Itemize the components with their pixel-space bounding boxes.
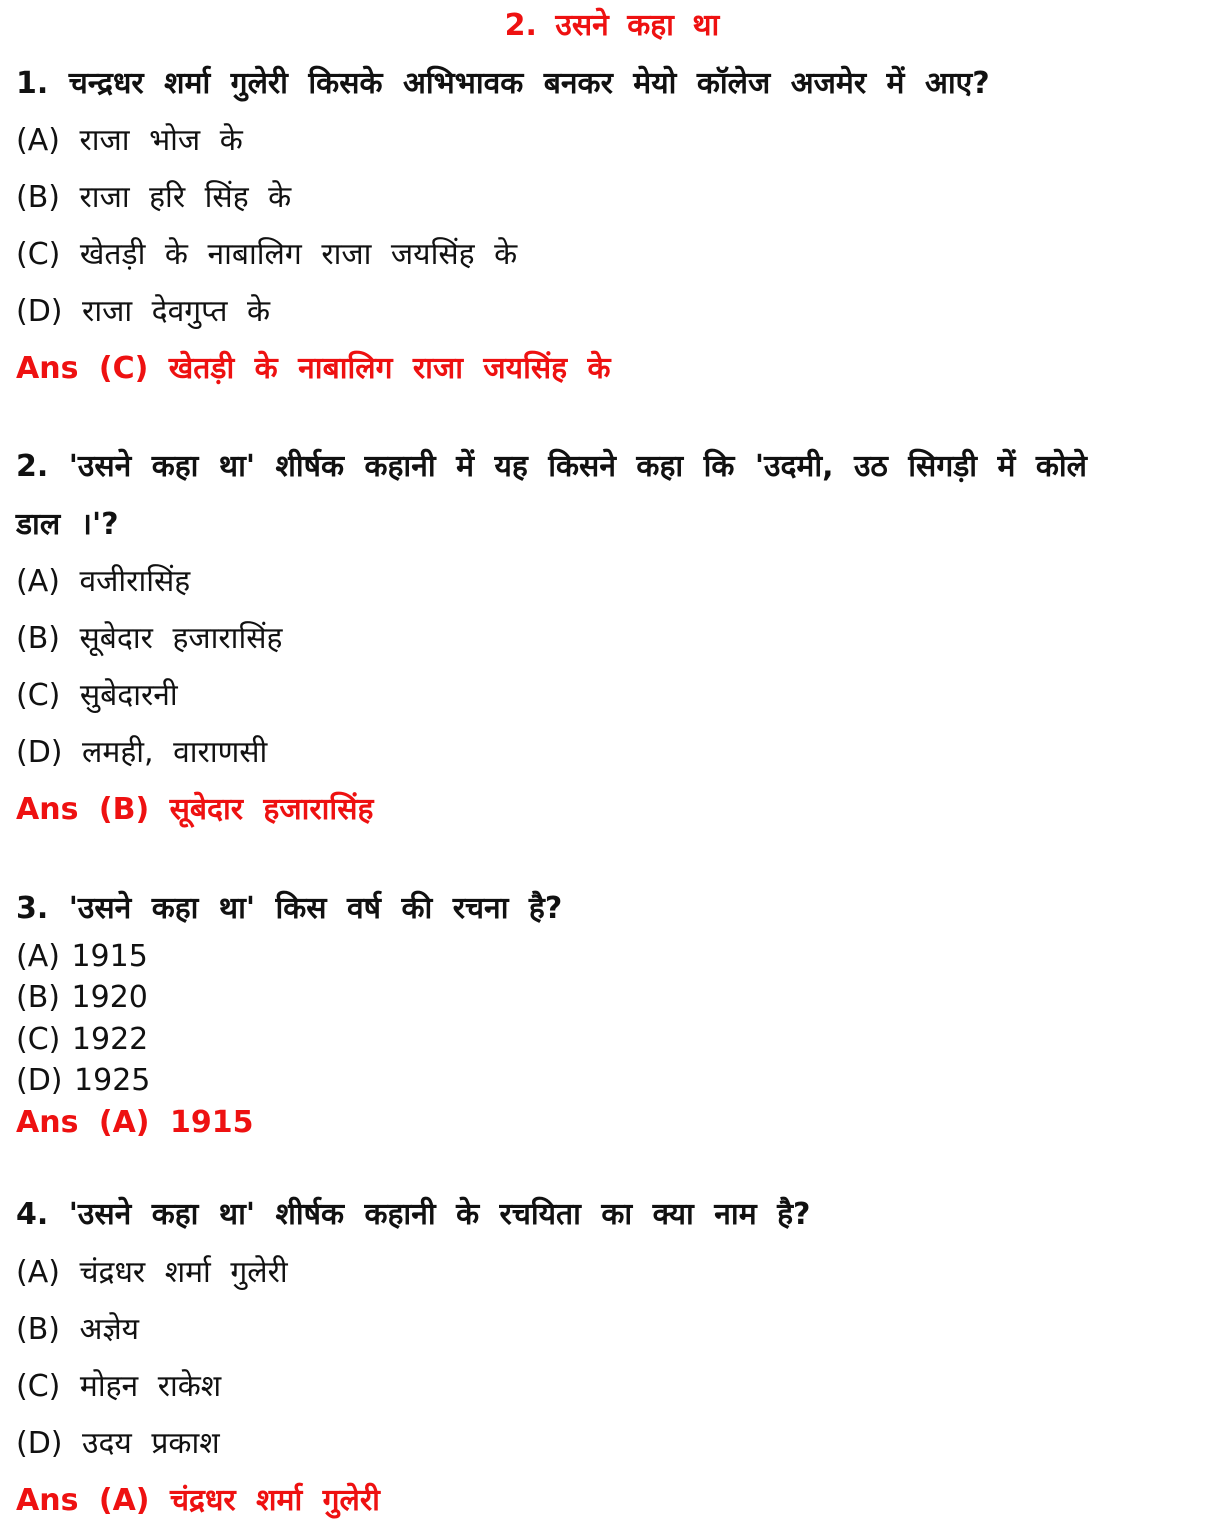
question-4-text: 4. 'उसने कहा था' शीर्षक कहानी के रचयिता का क्या नाम है? — [16, 1197, 811, 1232]
question-2-text-line-1: 2. 'उसने कहा था' शीर्षक कहानी में यह किसने कहा कि 'उदमी, उठ सिगड़ी में कोले — [16, 449, 1088, 484]
question-4-option-c: (C) मोहन राकेश — [16, 1369, 222, 1404]
question-1-option-d: (D) राजा देवगुप्त के — [16, 294, 271, 329]
question-1-text: 1. चन्द्रधर शर्मा गुलेरी किसके अभिभावक बनकर मेयो कॉलेज अजमेर में आए? — [16, 66, 990, 101]
question-4-option-a: (A) चंद्रधर शर्मा गुलेरी — [16, 1255, 288, 1290]
question-3-option-a: (A) 1915 — [16, 939, 148, 974]
question-2-answer: Ans (B) सूबेदार हजारासिंह — [16, 792, 374, 827]
question-3-text: 3. 'उसने कहा था' किस वर्ष की रचना है? — [16, 891, 563, 926]
question-2-option-b: (B) सूबेदार हजारासिंह — [16, 621, 283, 656]
question-4-option-b: (B) अज्ञेय — [16, 1312, 140, 1347]
question-2-option-a: (A) वजीरासिंह — [16, 564, 191, 599]
question-3-option-b: (B) 1920 — [16, 980, 148, 1015]
question-3-option-d: (D) 1925 — [16, 1063, 151, 1098]
question-3-answer: Ans (A) 1915 — [16, 1105, 254, 1140]
question-1-option-a: (A) राजा भोज के — [16, 123, 243, 158]
question-1-option-b: (B) राजा हरि सिंह के — [16, 180, 292, 215]
question-4-option-d: (D) उदय प्रकाश — [16, 1426, 220, 1461]
question-1-answer: Ans (C) खेतड़ी के नाबालिग राजा जयसिंह के — [16, 351, 611, 386]
question-2-option-c: (C) सुबेदारनी — [16, 678, 178, 713]
page-title: 2. उसने कहा था — [504, 8, 720, 43]
question-3-option-c: (C) 1922 — [16, 1022, 149, 1057]
question-2-text-line-2: डाल ।'? — [16, 507, 119, 542]
question-4-answer: Ans (A) चंद्रधर शर्मा गुलेरी — [16, 1483, 380, 1518]
question-1-option-c: (C) खेतड़ी के नाबालिग राजा जयसिंह के — [16, 237, 518, 272]
question-2-option-d: (D) लमही, वाराणसी — [16, 735, 268, 770]
